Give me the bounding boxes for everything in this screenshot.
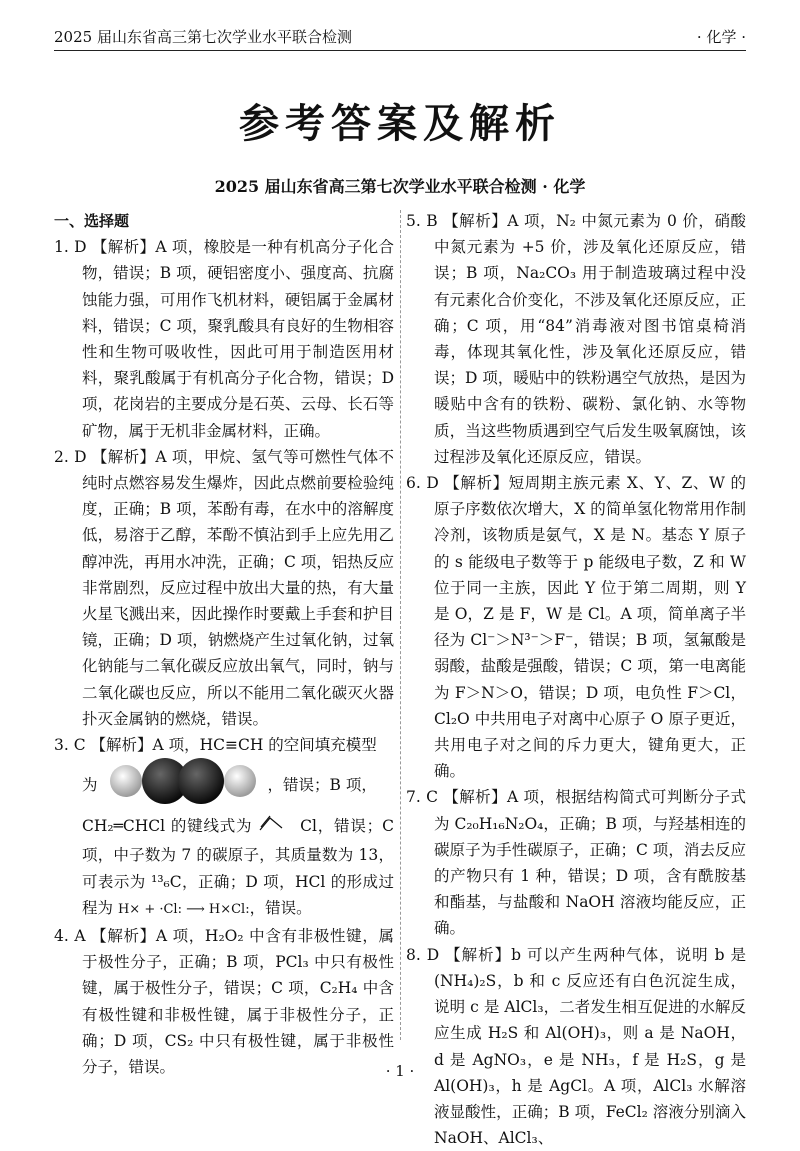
header-exam-name: 2025 届山东省高三第七次学业水平联合检测 [54,27,352,46]
q3-wei-text: 为 [82,776,98,795]
question-1-answer: 1. D 【解析】A 项，橡胶是一种有机高分子化合物，错误；B 项，硬铝密度小、强度高、抗腐蚀能力强，可用作飞机材料，硬铝属于金属材料，错误；C 项，聚乳酸具有良好的生物相容性和生物可吸收性，因此可用于制造医用材料，聚乳酸属于有机高分子化合物，错误；D 项，花岗岩的主要成分是石英、云母、长石等矿物，属于无机非金属材料，正确。 [54,238,394,440]
vinyl-chloride-skeletal-formula [258,812,300,842]
question-2-answer: 2. D 【解析】A 项，甲烷、氢气等可燃性气体不纯时点燃容易发生爆炸，因此点燃前要检验纯度，正确；B 项，苯酚有毒，在水中的溶解度低，易溶于乙醇，苯酚不慎沾到手上应先用乙醇冲洗，再用水冲洗，正确；C 项，铝热反应非常剧烈，反应过程中放出大量的热，有大量火星飞溅出来，因此操作时要戴上手套和护目镜，正确；D 项，钠燃烧产生过氧化钠，过氧化钠能与二氧化碳反应放出氧气，同时，钠与二氧化碳也反应，所以不能用二氧化碳灭火器扑灭金属钠的燃烧，错误。 [54,447,394,728]
section-heading: 一、选择题 [54,212,130,230]
right-column [406,208,746,1151]
carbon-atom-right [178,758,224,804]
hcl-formation-process: H× + ·Cl: ⟶ H×Cl: [117,901,250,917]
acetylene-model-figure [108,757,258,805]
q3-part-c: CH₂═CHCl 的键线式为 [82,817,253,836]
q3-part-f: ，错误。 [249,898,312,917]
question-3-answer [54,732,394,758]
page-header [54,22,746,51]
acetylene-space-filling-model [108,757,258,813]
hydrogen-atom-right [224,765,256,797]
space-filling-model-line [54,758,394,812]
skeletal-cl-label: Cl [300,817,317,836]
page-number: · 1 · [385,1062,415,1080]
question-7-answer: 7. C 【解析】A 项，根据结构简式可判断分子式为 C₂₀H₁₆N₂O₄，正确；B 项，与羟基相连的碳原子为手性碳原子，正确；C 项，消去反应的产物只有 1 种，错误；D 项，含有酰胺基和酯基，与盐酸和 NaOH 溶液均能反应，正确。 [406,788,746,938]
skeletal-formula-figure [258,812,300,834]
question-8-answer: 8. D 【解析】b 可以产生两种气体，说明 b 是 (NH₄)₂S，b 和 c 反应还有白色沉淀生成，说明 c 是 AlCl₃，二者发生相互促进的水解反应生成 H₂S 和 Al(OH)₃，则 a 是 NaOH，d 是 AgNO₃，e 是 NH₃，f 是 H₂S，g 是 Al(OH)₃，h 是 AgCl。A 项，AlCl₃ 水解溶液显酸性，正确；B 项，FeCl₂ 溶液分别滴入 NaOH、AlCl₃、 [406,945,746,1148]
header-subject: · 化学 · [696,27,746,46]
page-title: 参考答案及解析 [239,101,561,147]
q3-part-b: ，错误；B 项， [267,776,377,795]
q3-continued [54,812,394,923]
column-divider [400,210,401,1040]
page-subtitle: 2025 届山东省高三第七次学业水平联合检测 · 化学 [214,177,586,196]
q3-part-a: 3. C 【解析】A 项，HC≡CH 的空间填充模型 [54,736,377,755]
question-4-answer: 4. A 【解析】A 项，H₂O₂ 中含有非极性键，属于极性分子，正确；B 项，PCl₃ 中只有极性键，属于极性分子，错误；C 项，C₂H₄ 中含有极性键和非极性键，属于非极性分子，正确；D 项，CS₂ 中只有极性键，属于非极性分子，错误。 [54,927,394,1077]
left-column [54,208,394,1080]
hydrogen-atom-left [110,765,142,797]
question-5-answer: 5. B 【解析】A 项，N₂ 中氮元素为 0 价，硝酸中氮元素为 +5 价，涉及氧化还原反应，错误；B 项，Na₂CO₃ 用于制造玻璃过程中没有元素化合价变化，不涉及氧化还原反应，正确；C 项，用“84”消毒液对图书馆桌椅消毒，体现其氧化性，涉及氧化还原反应，错误；D 项，暖贴中的铁粉遇空气放热，是因为暖贴中含有的铁粉、碳粉、氯化钠、水等物质，当这些物质遇到空气后发生吸氧腐蚀，该过程涉及氧化还原反应，错误。 [406,212,746,466]
q3-part-d: ，错误；C 项，中子数为 7 的碳原子，其质量数为 13，可表示为 ¹³₆C，正确；D 项，HCl 的形成过程为 [82,817,394,917]
question-6-answer: 6. D 【解析】短周期主族元素 X、Y、Z、W 的原子序数依次增大，X 的简单氢化物常用作制冷剂，该物质是氨气，X 是 N。基态 Y 原子的 s 能级电子数等于 p 能级电子数，Z 和 W 位于同一主族，因此 Y 位于第二周期，则 Y 是 O，Z 是 F，W 是 Cl。A 项，简单离子半径为 Cl⁻＞N³⁻＞F⁻，错误；B 项，氢氟酸是弱酸，盐酸是强酸，错误；C 项，第一电离能为 F＞N＞O，错误；D 项，电负性 F＞Cl，Cl₂O 中共用电子对离中心原子 O 原子更近，共用电子对之间的斥力更大，键角更大，正确。 [406,474,746,781]
